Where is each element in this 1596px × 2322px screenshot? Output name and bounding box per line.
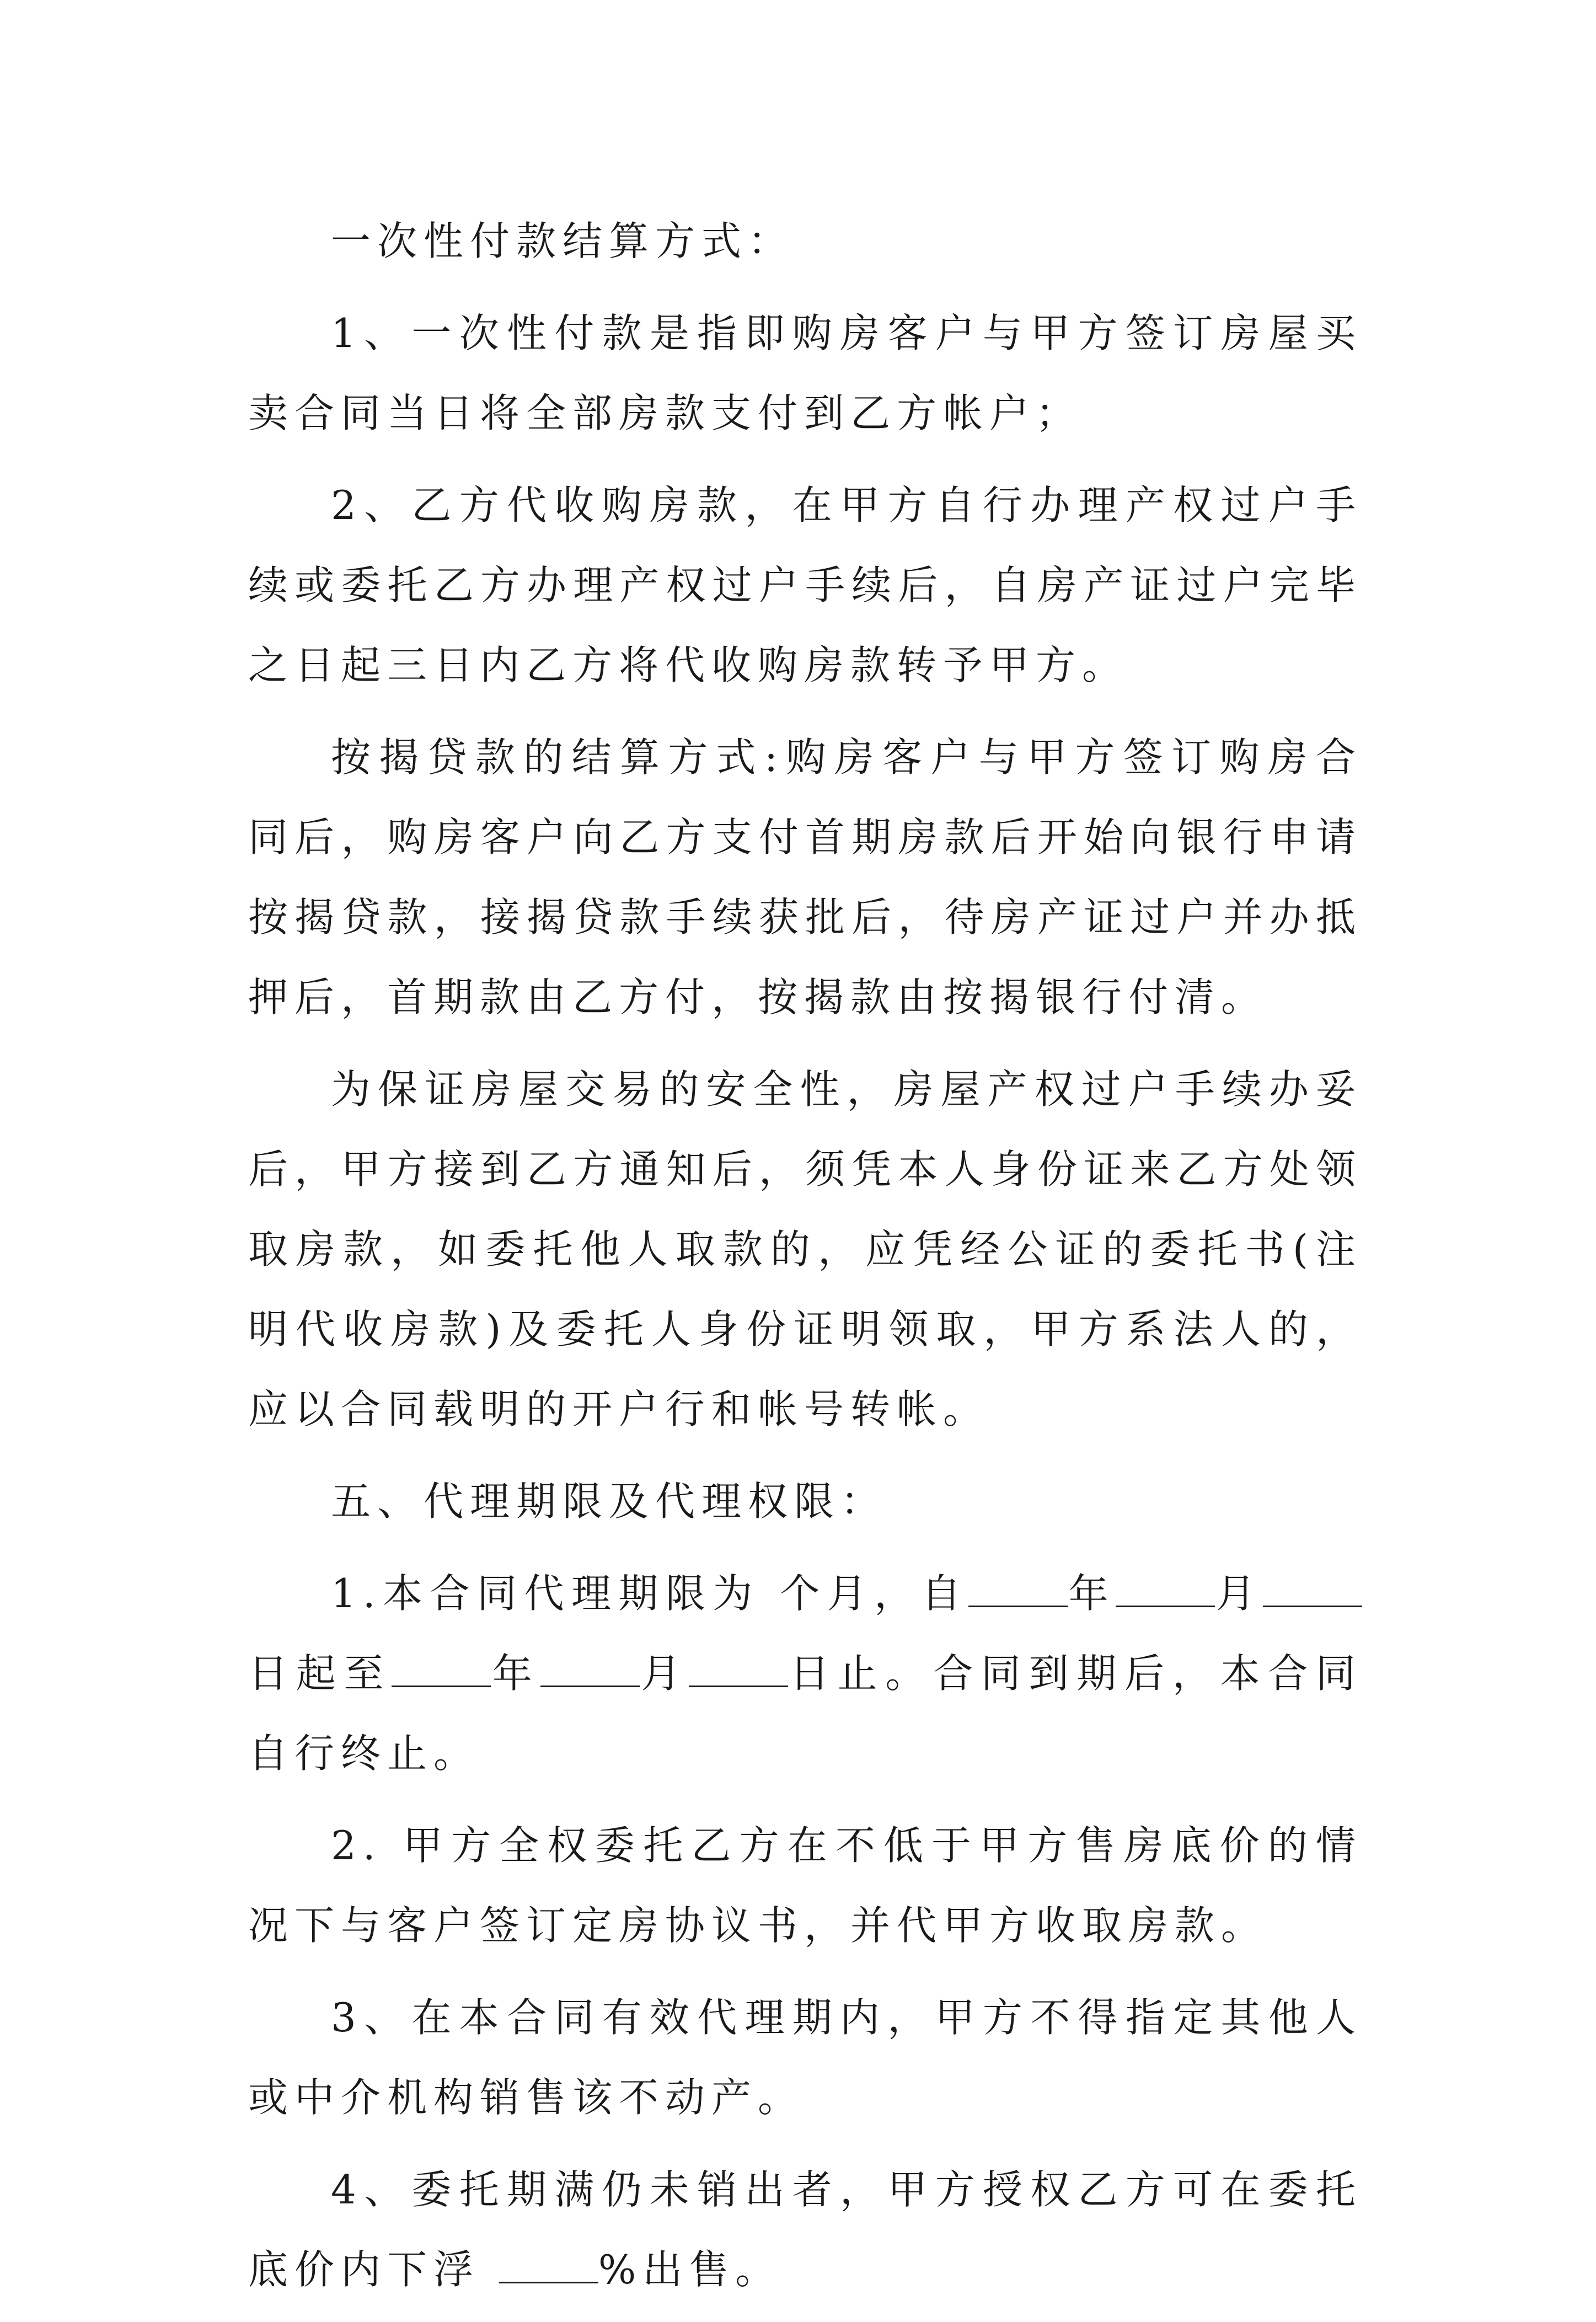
paragraph-text: %出售。: [598, 2246, 782, 2293]
paragraph-text: 月: [639, 1650, 689, 1697]
paragraph-text: 2、乙方代收购房款，在甲方自行办理产权过户手续或委托乙方办理产权过户手续后，自房产证过户完毕之日起三日内乙方将代收购房款转予甲方。: [248, 482, 1362, 688]
paragraph-exclusive-agency: [248, 1978, 1362, 2138]
paragraph-text: 日起至: [248, 1650, 392, 1697]
blank-start-day: [1263, 1568, 1362, 1607]
paragraph-price-reduction: [248, 2150, 1362, 2310]
paragraph-text: 月: [1215, 1570, 1263, 1617]
paragraph-text: 2. 甲方全权委托乙方在不低于甲方售房底价的情况下与客户签订定房协议书，并代甲方收取房款。: [248, 1822, 1362, 1949]
paragraph-text: 日止。合同到期后，本合同自行终止。: [248, 1650, 1362, 1777]
paragraph-text: 4、委托期满仍未销出者，甲方授权乙方可在委托底价内下浮: [248, 2166, 1362, 2293]
paragraph-transaction-safety: [248, 1050, 1362, 1449]
paragraph-text: 年: [1068, 1570, 1116, 1617]
paragraph-text: 3、在本合同有效代理期内，甲方不得指定其他人或中介机构销售该不动产。: [248, 1994, 1362, 2121]
document-body: [248, 201, 1362, 2322]
paragraph-text: 按揭贷款的结算方式:购房客户与甲方签订购房合同后，购房客户向乙方支付首期房款后开始向银行申请按揭贷款，接揭贷款手续获批后，待房产证过户并办抵押后，首期款由乙方付，按揭款由按揭银行付清。: [248, 734, 1362, 1020]
section-heading-text: 五、代理期限及代理权限：: [331, 1478, 887, 1524]
paragraph-text: 1、一次性付款是指即购房客户与甲方签订房屋买卖合同当日将全部房款支付到乙方帐户；: [248, 310, 1362, 436]
blank-start-month: [1116, 1568, 1215, 1607]
paragraph-full-authorization: [248, 1806, 1362, 1966]
paragraph-text: 一次性付款结算方式：: [331, 218, 795, 264]
section-heading-agency-term: [248, 1462, 1362, 1542]
paragraph-lump-sum-item-2: [248, 466, 1362, 705]
blank-reduction-percent: [499, 2244, 598, 2283]
paragraph-text: 为保证房屋交易的安全性，房屋产权过户手续办妥后，甲方接到乙方通知后，须凭本人身份证来乙方处领取房款，如委托他人取款的，应凭经公证的委托书(注明代收房款)及委托人身份证明领取，甲方系法人的，应以合同载明的开户行和帐号转帐。: [248, 1066, 1362, 1432]
paragraph-mortgage-settlement: [248, 718, 1362, 1037]
paragraph-agency-period: [248, 1554, 1362, 1794]
blank-start-year: [968, 1568, 1068, 1607]
paragraph-lump-sum-heading: [248, 201, 1362, 281]
paragraph-text: 年: [491, 1650, 540, 1697]
blank-end-month: [540, 1648, 640, 1687]
paragraph-lump-sum-item-1: [248, 293, 1362, 453]
paragraph-text: 1.本合同代理期限为 个月，自: [331, 1570, 969, 1617]
blank-end-day: [689, 1648, 788, 1687]
blank-end-year: [392, 1648, 491, 1687]
